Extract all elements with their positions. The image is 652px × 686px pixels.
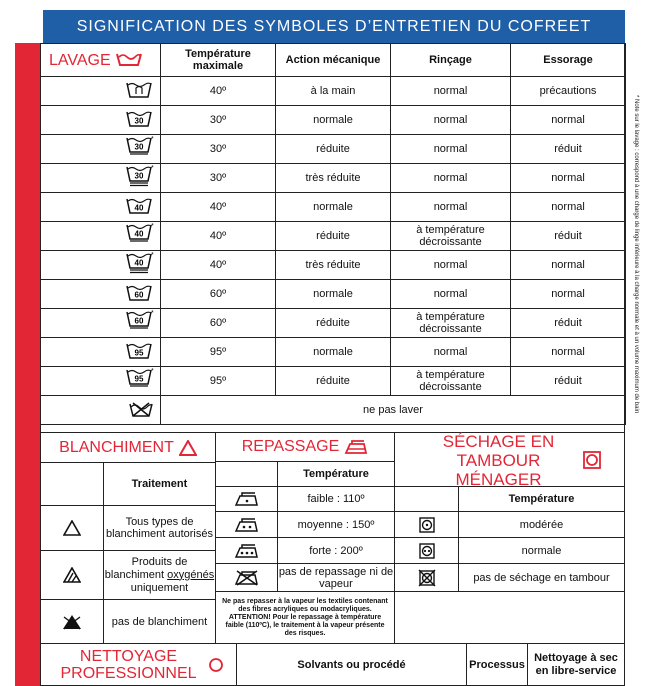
- repassage-title: REPASSAGE: [215, 432, 395, 462]
- dry-normal-icon: [419, 543, 435, 559]
- wash-icon-cell: [41, 338, 161, 367]
- wash-40-gentle-icon: [126, 222, 154, 247]
- svg-text:30: 30: [134, 116, 144, 126]
- iron-low-icon: [234, 492, 260, 506]
- tumble-dry-title-icon: [583, 451, 601, 469]
- wash-action-cell: normale: [276, 193, 391, 222]
- svg-text:40: 40: [134, 203, 144, 213]
- sechage-header: Température: [458, 486, 625, 512]
- iron-row-1-icon: [215, 486, 278, 512]
- wash-rincage-cell: normal: [391, 106, 511, 135]
- table-row: [41, 106, 626, 135]
- wash-essorage-cell: normal: [511, 251, 626, 280]
- lavage-footnote: * Note sur le lavage : correspond à une charge de linge inférieure à la charge normale et à un volume maximum de bain: [633, 95, 639, 414]
- iron-row-1-label: faible : 110º: [277, 486, 395, 512]
- header-essorage: Essorage: [511, 44, 626, 77]
- svg-text:95: 95: [134, 348, 144, 358]
- no-wash-icon: [128, 401, 154, 417]
- wash-30-gentle-icon: [126, 135, 154, 160]
- table-row: [41, 164, 626, 193]
- svg-text:40: 40: [134, 229, 144, 239]
- bleach-row-2-icon: [40, 550, 104, 600]
- wash-essorage-cell: réduit: [511, 222, 626, 251]
- svg-text:60: 60: [134, 290, 144, 300]
- dry-row-2-label: normale: [458, 537, 625, 564]
- header-rincage: Rinçage: [391, 44, 511, 77]
- dry-row-1-icon: [394, 511, 459, 538]
- wash-action-cell: normale: [276, 106, 391, 135]
- iron-row-2-label: moyenne : 150º: [277, 511, 395, 538]
- hand-wash-icon: [126, 80, 154, 99]
- wash-rincage-cell: normal: [391, 164, 511, 193]
- iron-medium-icon: [234, 518, 260, 532]
- dry-row-1-label: modérée: [458, 511, 625, 538]
- header-action: Action mécanique: [276, 44, 391, 77]
- wash-rincage-cell: normal: [391, 193, 511, 222]
- wash-icon-cell: [41, 164, 161, 193]
- iron-row-3-label: forte : 200º: [277, 537, 395, 564]
- wash-icon-cell: [41, 193, 161, 222]
- wash-30-icon: [126, 109, 154, 128]
- table-row: [41, 222, 626, 251]
- svg-text:*: *: [151, 252, 154, 259]
- table-row: [41, 367, 626, 396]
- svg-text:30: 30: [134, 171, 144, 181]
- wash-action-cell: réduite: [276, 367, 391, 396]
- svg-text:95: 95: [134, 374, 144, 384]
- dry-row-3-label: pas de séchage en tambour: [458, 563, 625, 592]
- wash-rincage-cell: normal: [391, 77, 511, 106]
- wash-rincage-cell: à température décroissante: [391, 309, 511, 338]
- wash-essorage-cell: normal: [511, 338, 626, 367]
- wash-action-cell: très réduite: [276, 164, 391, 193]
- wash-action-cell: à la main: [276, 77, 391, 106]
- iron-row-4-label: pas de repassage ni de vapeur: [277, 563, 395, 592]
- svg-text:*: *: [151, 368, 154, 375]
- wash-action-cell: très réduite: [276, 251, 391, 280]
- wash-rincage-cell: normal: [391, 135, 511, 164]
- wash-essorage-cell: normal: [511, 280, 626, 309]
- wash-temp-cell: 95º: [161, 367, 276, 396]
- sechage-title: SÉCHAGE EN TAMBOUR MÉNAGER: [394, 432, 625, 487]
- wash-icon-cell: [41, 280, 161, 309]
- wash-95-gentle-icon: [126, 367, 154, 392]
- blanchiment-blank: [40, 462, 104, 506]
- table-row: [41, 309, 626, 338]
- wash-essorage-cell: normal: [511, 106, 626, 135]
- wash-icon-cell: [41, 77, 161, 106]
- no-wash-icon-cell: [41, 396, 161, 425]
- svg-text:*: *: [151, 310, 154, 317]
- nettoyage-title: NETTOYAGE PROFESSIONNEL: [40, 643, 237, 686]
- lavage-title-text: LAVAGE: [49, 52, 111, 69]
- wash-temp-cell: 95º: [161, 338, 276, 367]
- bleach-triangle-icon: [63, 520, 81, 536]
- wash-95-icon: [126, 341, 154, 360]
- svg-text:40: 40: [134, 258, 144, 268]
- repassage-blank: [215, 461, 278, 487]
- wash-rincage-cell: normal: [391, 338, 511, 367]
- blanchiment-title: BLANCHIMENT: [40, 432, 216, 462]
- wash-action-cell: normale: [276, 280, 391, 309]
- page-title: SIGNIFICATION DES SYMBOLES D’ENTRETIEN DU COFREET: [43, 10, 625, 43]
- bleach-oxygen-icon: [63, 567, 81, 583]
- table-row: [41, 338, 626, 367]
- svg-text:*: *: [151, 136, 154, 143]
- table-row: [41, 193, 626, 222]
- wash-temp-cell: 40º: [161, 251, 276, 280]
- wash-60-icon: [126, 283, 154, 302]
- wash-essorage-cell: normal: [511, 164, 626, 193]
- iron-title-icon: [344, 440, 368, 455]
- wash-temp-cell: 40º: [161, 193, 276, 222]
- wash-temp-cell: 30º: [161, 164, 276, 193]
- wash-30-very-gentle-icon: [126, 164, 154, 189]
- wash-action-cell: réduite: [276, 135, 391, 164]
- no-tumble-dry-icon: [418, 569, 436, 587]
- wash-tub-icon: [116, 52, 142, 66]
- wash-essorage-cell: réduit: [511, 367, 626, 396]
- repassage-header: Température: [277, 461, 395, 487]
- no-iron-icon: [234, 570, 260, 586]
- wash-icon-cell: [41, 222, 161, 251]
- blanchiment-header: Traitement: [103, 462, 216, 506]
- table-row: [41, 251, 626, 280]
- wash-icon-cell: [41, 135, 161, 164]
- lavage-table: [40, 43, 626, 425]
- sechage-blank: [394, 486, 459, 512]
- svg-text:60: 60: [134, 316, 144, 326]
- wash-essorage-cell: précautions: [511, 77, 626, 106]
- wash-action-cell: normale: [276, 338, 391, 367]
- wash-essorage-cell: normal: [511, 193, 626, 222]
- wash-icon-cell: [41, 106, 161, 135]
- wash-rincage-cell: à température décroissante: [391, 367, 511, 396]
- bleach-row-2-label: Produits de blanchiment oxygénés uniquement: [103, 550, 216, 600]
- header-temp: Température maximale: [161, 44, 276, 77]
- wash-essorage-cell: réduit: [511, 135, 626, 164]
- wash-essorage-cell: réduit: [511, 309, 626, 338]
- wash-temp-cell: 40º: [161, 77, 276, 106]
- wash-temp-cell: 60º: [161, 280, 276, 309]
- sechage-empty: [394, 591, 625, 644]
- dry-row-2-icon: [394, 537, 459, 564]
- nettoyage-libre-service: Nettoyage à sec en libre-service: [527, 643, 625, 686]
- wash-40-very-gentle-icon: [126, 251, 154, 276]
- svg-text:*: *: [151, 165, 154, 172]
- wash-icon-cell: [41, 309, 161, 338]
- bleach-title-icon: [179, 440, 197, 456]
- nettoyage-processus: Processus: [466, 643, 528, 686]
- wash-rincage-cell: à température décroissante: [391, 222, 511, 251]
- wash-temp-cell: 40º: [161, 222, 276, 251]
- dry-clean-title-icon: [208, 657, 224, 673]
- svg-text:*: *: [151, 223, 154, 230]
- table-row: [41, 280, 626, 309]
- bleach-row-3-label: pas de blanchiment: [103, 599, 216, 644]
- repassage-note: Ne pas repasser à la vapeur les textiles contenant des fibres acryliques ou modacryliques. ATTENTION! Pour le repassage à température faible (110ºC), le traitement à la vapeur présente des risques.: [215, 591, 395, 644]
- wash-temp-cell: 30º: [161, 106, 276, 135]
- wash-icon-cell: [41, 251, 161, 280]
- wash-icon-cell: [41, 367, 161, 396]
- dry-row-3-icon: [394, 563, 459, 592]
- wash-rincage-cell: normal: [391, 280, 511, 309]
- bleach-row-3-icon: [40, 599, 104, 644]
- wash-rincage-cell: normal: [391, 251, 511, 280]
- svg-text:30: 30: [134, 142, 144, 152]
- table-row: [41, 77, 626, 106]
- iron-row-2-icon: [215, 511, 278, 538]
- no-wash-label: ne pas laver: [161, 396, 626, 425]
- bleach-row-1-icon: [40, 505, 104, 551]
- wash-temp-cell: 60º: [161, 309, 276, 338]
- lavage-title: [41, 44, 161, 77]
- iron-high-icon: [234, 544, 260, 558]
- dry-low-icon: [419, 517, 435, 533]
- table-row: [41, 135, 626, 164]
- wash-action-cell: réduite: [276, 309, 391, 338]
- iron-row-3-icon: [215, 537, 278, 564]
- nettoyage-solvants: Solvants ou procédé: [236, 643, 467, 686]
- iron-row-4-icon: [215, 563, 278, 592]
- bleach-row-1-label: Tous types de blanchiment autorisés: [103, 505, 216, 551]
- wash-60-gentle-icon: [126, 309, 154, 334]
- wash-action-cell: réduite: [276, 222, 391, 251]
- wash-40-icon: [126, 196, 154, 215]
- no-bleach-icon: [62, 614, 82, 630]
- wash-temp-cell: 30º: [161, 135, 276, 164]
- red-sidebar: [15, 43, 40, 686]
